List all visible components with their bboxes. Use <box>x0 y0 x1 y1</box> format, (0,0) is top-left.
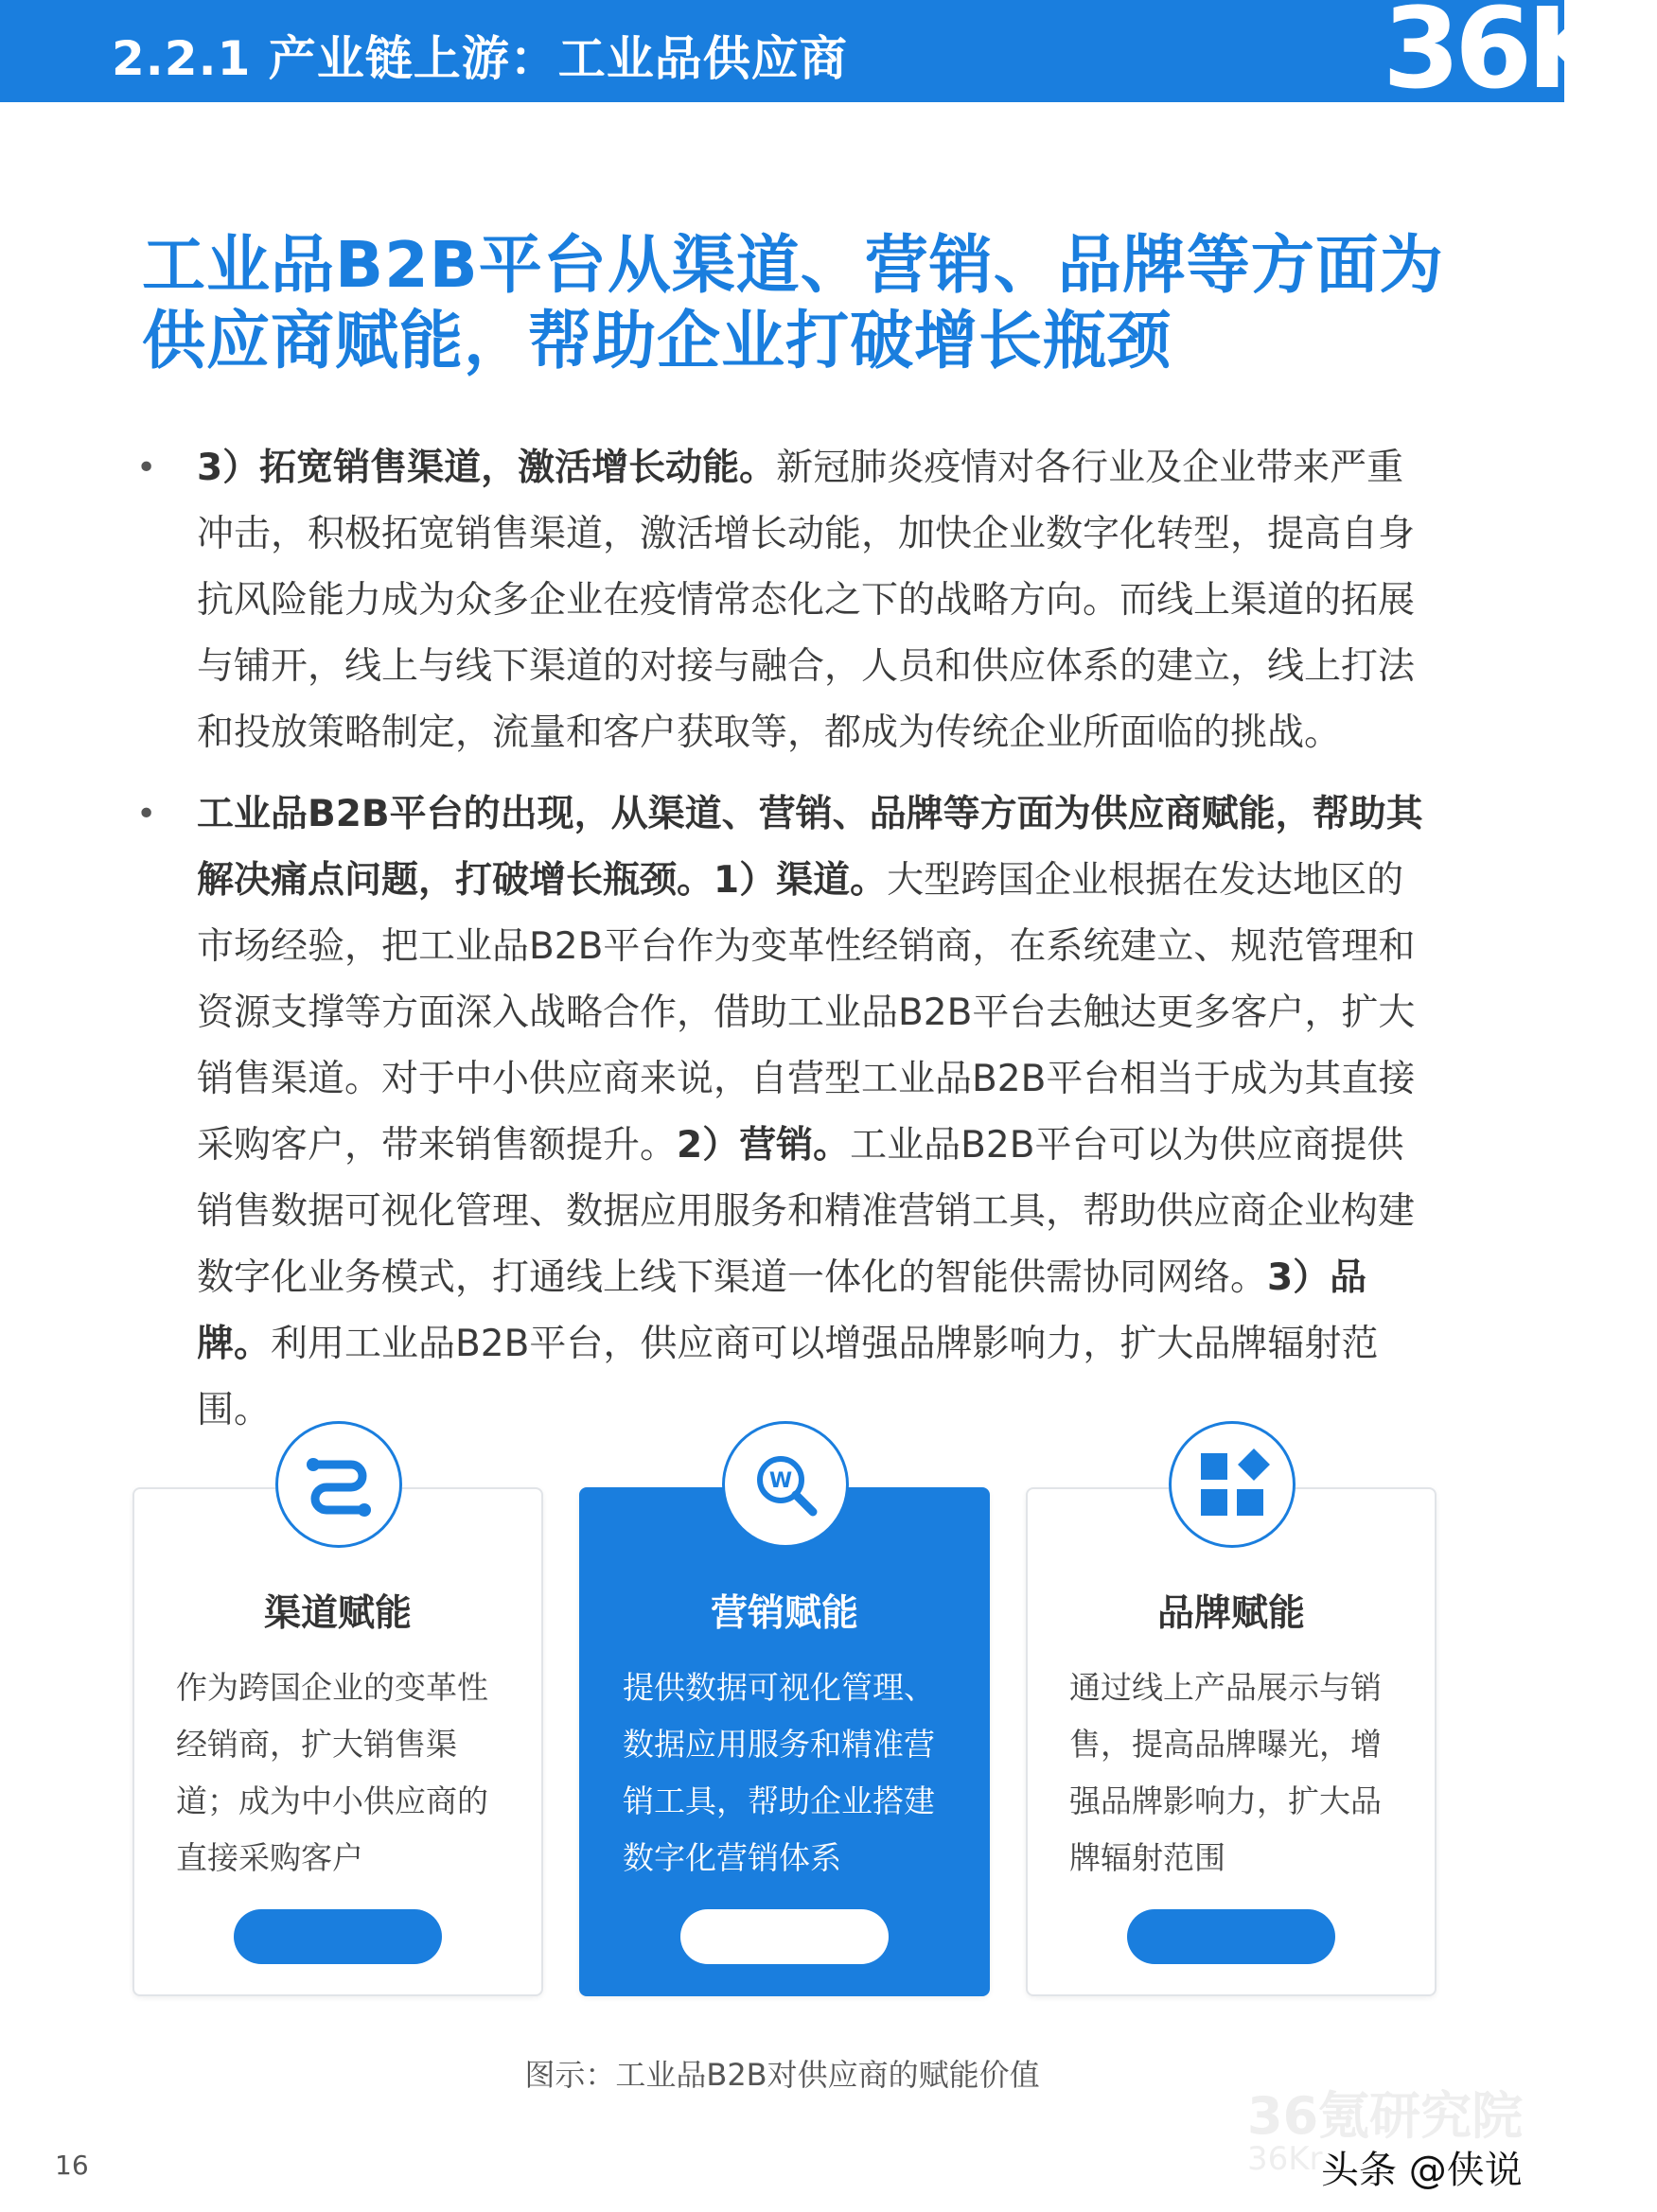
figure-caption: 图示：工业品B2B对供应商的赋能价值 <box>524 2057 1040 2093</box>
watermark-title: 36氪研究院 <box>1247 2086 1524 2146</box>
card-brand-empowerment <box>1026 1487 1437 1996</box>
header-bar <box>0 0 1657 114</box>
headline-line-2: 供应商赋能，帮助企业打破增长瓶颈 <box>142 304 1172 377</box>
section-title: 2.2.1 产业链上游：工业品供应商 <box>112 31 848 86</box>
bullet-item-channels <box>132 435 1438 766</box>
bullet-lead: 3）拓宽销售渠道，激活增长动能。 <box>197 447 777 489</box>
bullet-text: 大型跨国企业根据在发达地区的市场经验，把工业品B2B平台作为变革性经销商，在系统建立、规范管理和资源支撑等方面深入战略合作，借助工业品B2B平台去触达更多客户，扩大销售渠道。对于中小供应商来说，自营型工业品B2B平台相当于成为其直接采购客户，带来销售额提升。 <box>197 859 1416 1167</box>
36kr-logo <box>1356 0 1657 114</box>
card-pill-button[interactable] <box>1127 1909 1335 1964</box>
card-channel-empowerment <box>132 1487 543 1996</box>
bullet-dot-icon: • <box>136 448 157 487</box>
bullet-text: 工业品B2B平台可以为供应商提供销售数据可视化管理、数据应用服务和精准营销工具，帮助供应商企业构建数字化业务模式，打通线上线下渠道一体化的智能供需协同网络。 <box>197 1124 1416 1299</box>
route-icon <box>275 1421 402 1548</box>
page-number: 16 <box>55 2150 89 2181</box>
card-title: 营销赋能 <box>710 1592 858 1635</box>
bullet-lead-brand: 3）品牌。 <box>197 1256 1367 1365</box>
card-title: 品牌赋能 <box>1156 1592 1305 1635</box>
card-title: 渠道赋能 <box>263 1592 412 1635</box>
card-marketing-empowerment <box>579 1469 990 1996</box>
bullet-list <box>132 435 1438 1459</box>
card-pill-button[interactable] <box>680 1909 889 1964</box>
page-headline <box>142 227 1467 378</box>
card-body: 提供数据可视化管理、数据应用服务和精准营销工具，帮助企业搭建数字化营销体系 <box>623 1669 935 1876</box>
card-pill-button[interactable] <box>234 1909 442 1964</box>
web-search-icon <box>722 1421 849 1548</box>
watermark-subtitle: 36Kr <box>1247 2140 1323 2178</box>
logo-text: 36Kr <box>1383 0 1657 114</box>
card-body: 通过线上产品展示与销售，提高品牌曝光，增强品牌影响力，扩大品牌辐射范围 <box>1069 1669 1382 1876</box>
bullet-dot-icon: • <box>136 795 157 834</box>
bullet-lead: 工业品B2B平台的出现，从渠道、营销、品牌等方面为供应商赋能，帮助其解决痛点问题，打破增长瓶颈。1）渠道。 <box>197 793 1423 902</box>
bullet-text: 利用工业品B2B平台，供应商可以增强品牌影响力，扩大品牌辐射范围。 <box>197 1323 1379 1431</box>
brand-blocks-icon <box>1169 1421 1296 1548</box>
svg-text:W: W <box>768 1469 793 1493</box>
source-tag: 头条 @侠说 <box>1321 2149 1523 2192</box>
headline-line-1: 工业品B2B平台从渠道、营销、品牌等方面为 <box>142 228 1444 302</box>
bullet-item-platform <box>132 781 1438 1444</box>
bullet-lead-marketing: 2）营销。 <box>677 1124 851 1167</box>
card-body: 作为跨国企业的变革性经销商，扩大销售渠道；成为中小供应商的直接采购客户 <box>176 1669 488 1876</box>
bullet-text: 新冠肺炎疫情对各行业及企业带来严重冲击，积极拓宽销售渠道，激活增长动能，加快企业数字化转型，提高自身抗风险能力成为众多企业在疫情常态化之下的战略方向。而线上渠道的拓展与铺开，线上与线下渠道的对接与融合，人员和供应体系的建立，线上打法和投放策略制定，流量和客户获取等，都成为传统企业所面临的挑战。 <box>197 447 1416 754</box>
